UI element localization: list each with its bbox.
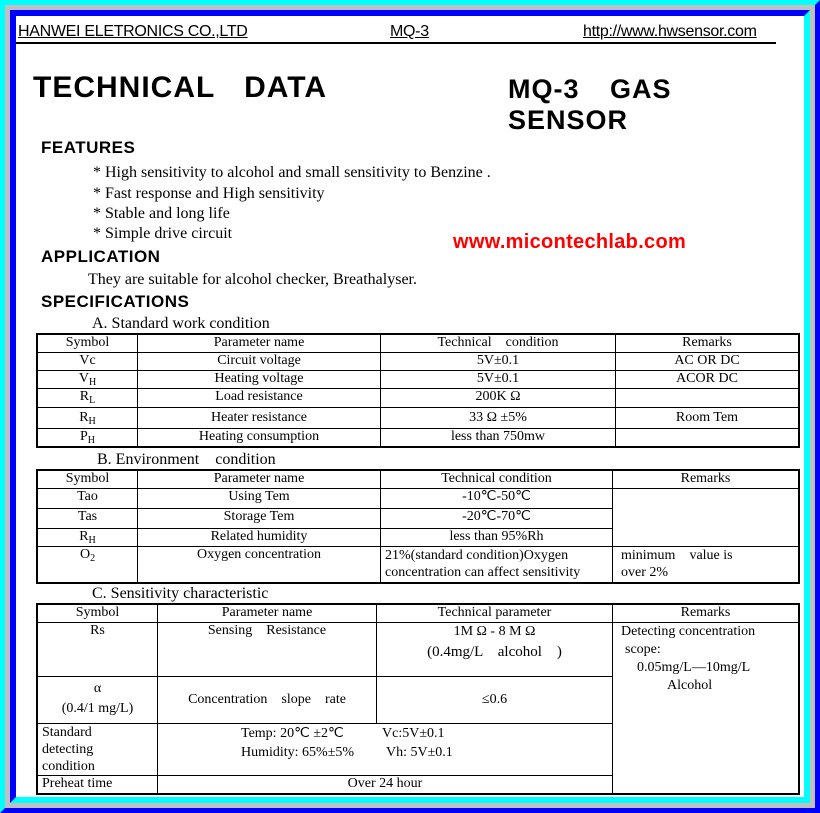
feature-item: * High sensitivity to alcohol and small sensitivity to Benzine .: [93, 164, 491, 181]
remarks-cell: [613, 489, 799, 547]
value-cell: 33 Ω ±5%: [381, 408, 616, 429]
remarks-cell: [616, 389, 799, 408]
value-cell: [377, 623, 613, 677]
symbol-subscript: H: [87, 435, 96, 446]
symbol: P: [79, 429, 88, 444]
symbol-cell: [38, 371, 138, 389]
symbol-subscript: 2: [90, 553, 96, 564]
remarks-line: 0.05mg/L—10mg/L: [637, 660, 751, 675]
symbol-alpha: α: [93, 681, 102, 696]
features-heading: FEATURES: [41, 138, 136, 157]
condition-line: [241, 743, 608, 762]
table-row: [38, 547, 799, 583]
remarks-cell: [616, 429, 799, 447]
table-row: [38, 371, 799, 389]
remarks-line: Alcohol: [667, 678, 713, 693]
table-header-row: [38, 471, 799, 489]
header-model: MQ-3: [390, 23, 429, 40]
col-parameter: Parameter name: [138, 335, 381, 353]
param-cell: Using Tem: [138, 489, 381, 509]
table-row: [38, 489, 799, 509]
value-cell: less than 750mw: [381, 429, 616, 447]
param-cell: Heater resistance: [138, 408, 381, 429]
param-cell: Concentration slope rate: [158, 677, 377, 724]
table-row: [38, 408, 799, 429]
standard-condition-label: Standard detecting condition: [42, 725, 95, 774]
col-remarks: Remarks: [613, 471, 799, 489]
table-b-title: B. Environment condition: [97, 451, 276, 468]
feature-item: * Stable and long life: [93, 205, 230, 222]
sensitivity-characteristic-table: [37, 604, 799, 794]
application-text: They are suitable for alcohol checker, Breathalyser.: [88, 271, 417, 288]
symbol-cell: [38, 429, 138, 447]
param-cell: Load resistance: [138, 389, 381, 408]
symbol: R: [79, 410, 89, 425]
col-technical: Technical condition: [381, 471, 613, 489]
col-symbol: Symbol: [38, 605, 158, 623]
symbol-subscript: H: [88, 416, 96, 427]
vh-condition: Vh: 5V±0.1: [386, 745, 453, 760]
param-cell: Related humidity: [138, 529, 381, 547]
col-remarks: Remarks: [613, 605, 799, 623]
title-gas-sensor: MQ-3 GAS SENSOR: [508, 74, 672, 135]
table-row: [38, 429, 799, 447]
vc-condition: Vc:5V±0.1: [382, 726, 445, 741]
param-cell: Heating consumption: [138, 429, 381, 447]
remarks-line: Detecting concentration: [621, 624, 756, 639]
col-symbol: Symbol: [38, 471, 138, 489]
table-row: [38, 623, 799, 677]
header-url-link[interactable]: http://www.hwsensor.com: [583, 23, 757, 40]
resistance-condition: (0.4mg/L alcohol ): [427, 644, 562, 660]
symbol-cell: [38, 389, 138, 408]
value-cell: -20℃-70℃: [381, 509, 613, 529]
col-technical: Technical parameter: [377, 605, 613, 623]
value-cell: 5V±0.1: [381, 371, 616, 389]
value-cell: 21%(standard condition)Oxygen concentration can affect sensitivity: [381, 547, 613, 583]
standard-work-condition-table: [37, 334, 799, 447]
table-c-title: C. Sensitivity characteristic: [92, 585, 269, 602]
param-cell: Storage Tem: [138, 509, 381, 529]
page-header: [16, 20, 776, 44]
param-cell: Heating voltage: [138, 371, 381, 389]
table-row: [38, 353, 799, 371]
watermark-link[interactable]: www.micontechlab.com: [453, 231, 687, 253]
table-a-title: A. Standard work condition: [92, 315, 270, 332]
value-cell: ≤0.6: [377, 677, 613, 724]
param-cell: Sensing Resistance: [158, 623, 377, 677]
symbol: V: [78, 371, 89, 386]
table-header-row: [38, 335, 799, 353]
environment-condition-table: [37, 470, 799, 583]
symbol-cell: [38, 724, 158, 776]
remarks-cell: [613, 623, 799, 794]
datasheet-page: [16, 16, 804, 797]
value-cell: 5V±0.1: [381, 353, 616, 371]
remarks-cell: ACOR DC: [616, 371, 799, 389]
table-row: [38, 389, 799, 408]
application-heading: APPLICATION: [41, 247, 161, 266]
remarks-cell: AC OR DC: [616, 353, 799, 371]
symbol-cell: Rs: [38, 623, 158, 677]
condition-line: [241, 724, 608, 743]
symbol: R: [79, 389, 90, 404]
value-cell: -10℃-50℃: [381, 489, 613, 509]
title-technical-data: TECHNICAL DATA: [33, 71, 327, 104]
feature-item: * Fast response and High sensitivity: [93, 185, 325, 202]
symbol-subscript: L: [89, 395, 96, 406]
symbol: O: [79, 547, 91, 562]
symbol: R: [79, 529, 89, 544]
symbol-cell: Preheat time: [38, 776, 158, 794]
company-name: HANWEI ELETRONICS CO.,LTD: [18, 23, 248, 40]
col-parameter: Parameter name: [158, 605, 377, 623]
symbol-cell: [38, 547, 138, 583]
col-technical: Technical condition: [381, 335, 616, 353]
value-cell: Over 24 hour: [158, 776, 613, 794]
symbol-cell: [38, 408, 138, 429]
symbol-note: (0.4/1 mg/L): [61, 701, 134, 716]
remarks-cell: [613, 547, 799, 583]
col-symbol: Symbol: [38, 335, 138, 353]
temp-condition: Temp: 20℃ ±2℃: [241, 726, 344, 741]
col-remarks: Remarks: [616, 335, 799, 353]
symbol-cell: [38, 677, 158, 724]
resistance-range: 1M Ω - 8 M Ω: [453, 624, 536, 639]
condition-cell: [158, 724, 613, 776]
symbol-subscript: H: [88, 377, 97, 388]
symbol-subscript: H: [88, 535, 96, 546]
param-cell: Oxygen concentration: [138, 547, 381, 583]
remarks-cell: Room Tem: [616, 408, 799, 429]
symbol-cell: [38, 529, 138, 547]
symbol-cell: Tas: [38, 509, 138, 529]
col-parameter: Parameter name: [138, 471, 381, 489]
humidity-condition: Humidity: 65%±5%: [241, 745, 355, 760]
value-cell: 200K Ω: [381, 389, 616, 408]
symbol-cell: Tao: [38, 489, 138, 509]
symbol: Vc: [79, 353, 96, 368]
table-header-row: [38, 605, 799, 623]
specifications-heading: SPECIFICATIONS: [41, 292, 190, 311]
feature-item: * Simple drive circuit: [93, 225, 233, 242]
symbol-cell: [38, 353, 138, 371]
param-cell: Circuit voltage: [138, 353, 381, 371]
value-cell: less than 95%Rh: [381, 529, 613, 547]
remarks-text: minimum value is over 2%: [621, 548, 737, 580]
remarks-line: scope:: [625, 642, 661, 657]
